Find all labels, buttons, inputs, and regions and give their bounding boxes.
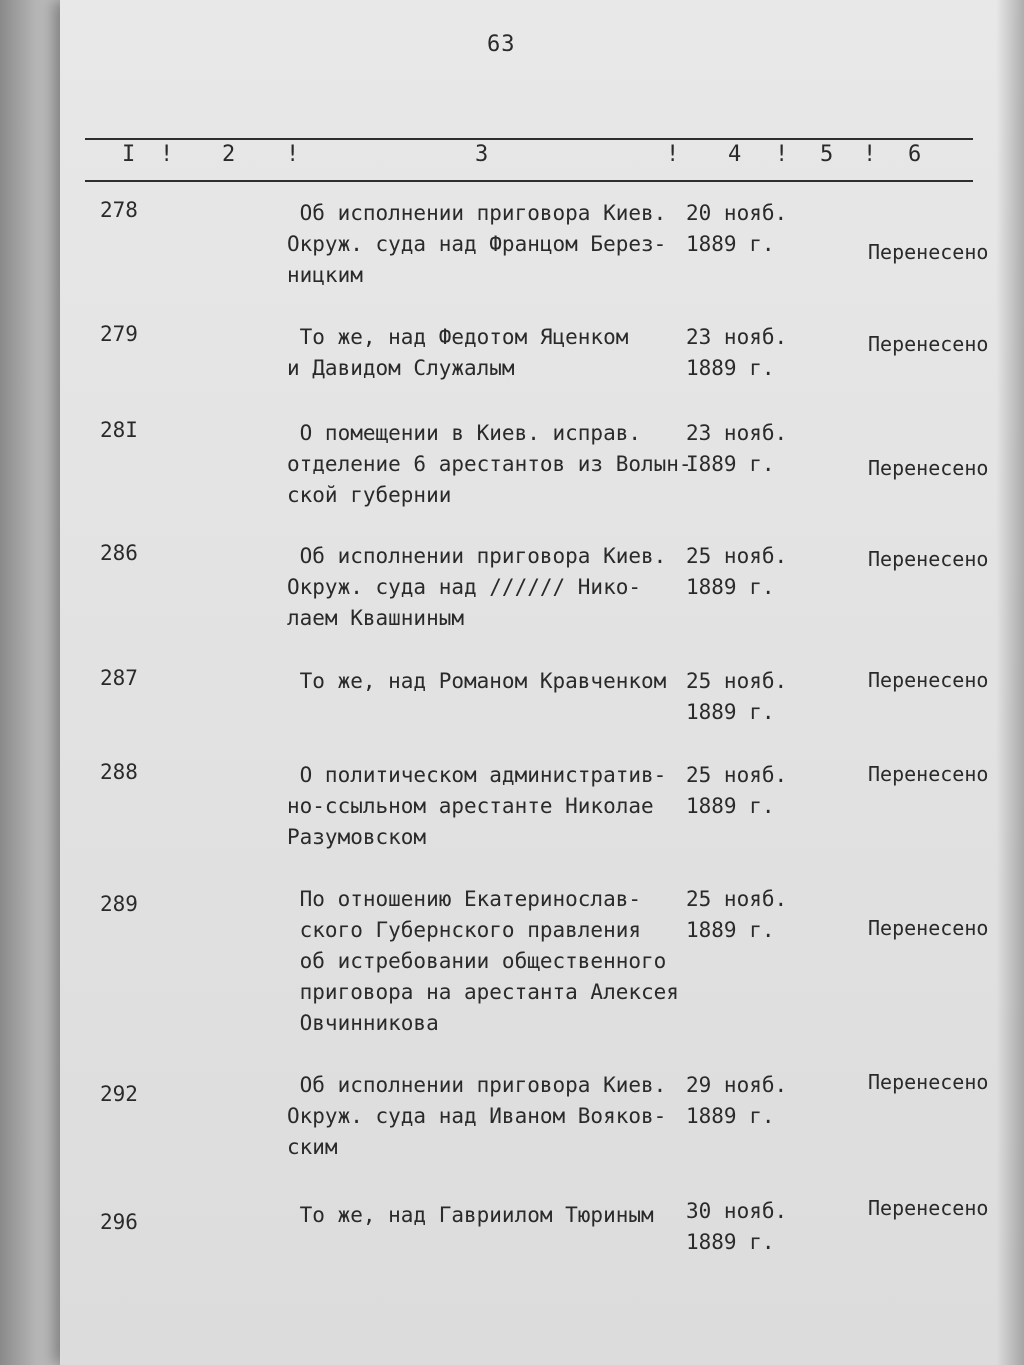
record-description: Об исполнении приговора Киев. Окруж. суда над Францом Берез- ницким [287,201,667,287]
record-date: 30 нояб. 1889 г. [686,1199,788,1254]
page-shadow [996,0,1024,1365]
column-header-6: 6 [908,142,922,167]
column-header-4: 4 [728,142,742,167]
column-header-3: 3 [475,142,489,167]
record-status: Перенесено [868,1196,989,1220]
record-description: О помещении в Киев. исправ. отделение 6 арестантов из Волын- ской губернии [287,421,692,507]
record-description: Об исполнении приговора Киев. Окруж. суда над ////// Нико- лаем Квашниным [287,544,667,630]
record-status: Перенесено [868,668,989,692]
record-status: Перенесено [868,1070,989,1094]
record-date: 25 нояб. 1889 г. [686,887,788,942]
record-description: Об исполнении приговора Киев. Окруж. суда над Иваном Вояков- ским [287,1073,667,1159]
record-status: Перенесено [868,916,989,940]
record-number: 292 [100,1082,138,1106]
column-header-2: 2 [222,142,236,167]
record-status: Перенесено [868,456,989,480]
record-description: То же, над Романом Кравченком [287,669,667,693]
record-number: 278 [100,198,138,222]
record-date: 25 нояб. 1889 г. [686,763,788,818]
record-description: По отношению Екатеринослав- ского Губернского правления об истребовании общественного приговора на арестанта Алексея Овчинникова [299,887,679,1035]
record-number: 279 [100,322,138,346]
column-separator: ! [666,142,680,167]
header-rule-top [85,138,973,140]
header-rule-bottom [85,180,973,182]
record-date: 25 нояб. 1889 г. [686,669,788,724]
record-number: 289 [100,892,138,916]
record-date: 25 нояб. 1889 г. [686,544,788,599]
record-number: 286 [100,541,138,565]
record-date: 23 нояб. I889 г. [686,421,788,476]
column-header-1: I [122,142,136,167]
record-number: 296 [100,1210,138,1234]
record-status: Перенесено [868,762,989,786]
record-status: Перенесено [868,240,989,264]
record-number: 287 [100,666,138,690]
record-description: О политическом административ- но-ссыльном арестанте Николае Разумовском [287,763,667,849]
record-description: То же, над Федотом Яценком и Давидом Служалым [287,325,629,380]
column-separator: ! [286,142,300,167]
column-separator: ! [775,142,789,167]
record-description: То же, над Гавриилом Тюриным [287,1203,654,1227]
record-number: 288 [100,760,138,784]
page-number: 63 [487,32,516,57]
column-separator: ! [160,142,174,167]
column-header-5: 5 [820,142,834,167]
record-date: 23 нояб. 1889 г. [686,325,788,380]
record-number: 28I [100,418,138,442]
record-date: 29 нояб. 1889 г. [686,1073,788,1128]
record-status: Перенесено [868,332,989,356]
record-date: 20 нояб. 1889 г. [686,201,788,256]
record-status: Перенесено [868,547,989,571]
column-separator: ! [863,142,877,167]
